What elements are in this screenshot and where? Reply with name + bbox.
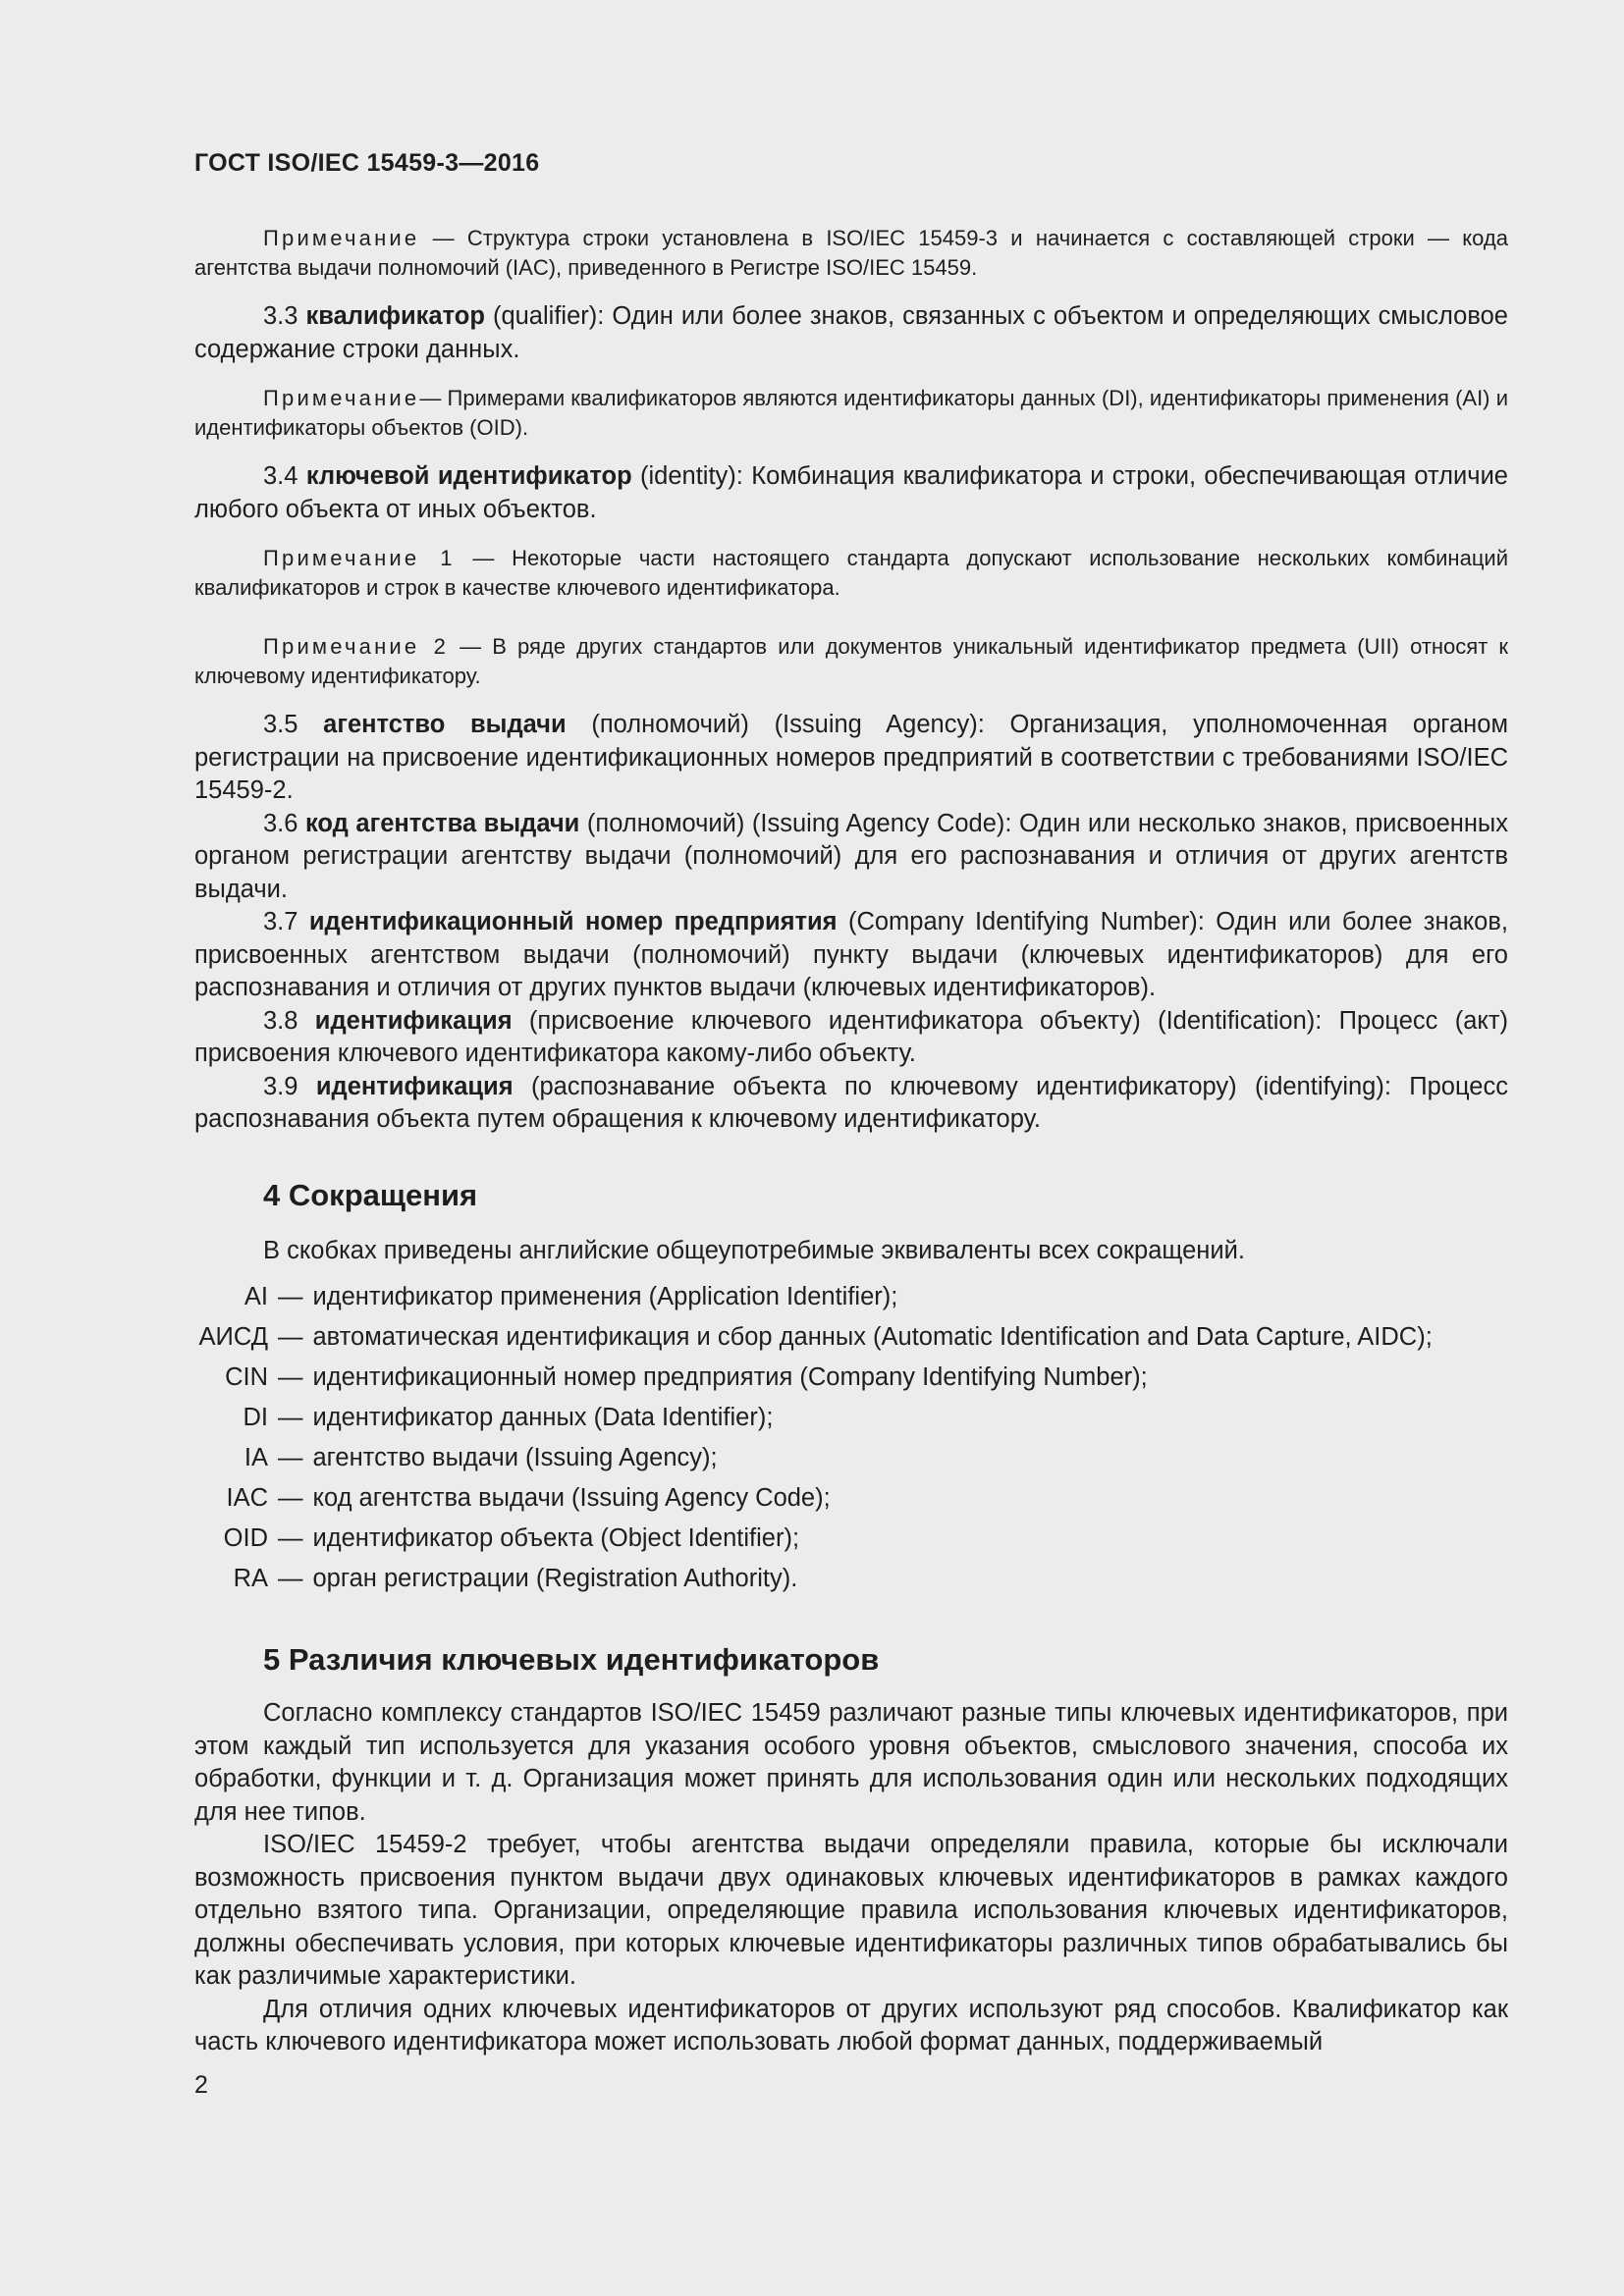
note-label: Примечание 1: [263, 546, 456, 570]
abbreviation-code: IA: [244, 1444, 268, 1471]
abbreviation-text: идентификатор применения (Application Identifier);: [312, 1283, 898, 1310]
section-5-paragraph-2: ISO/IEC 15459-2 требует, чтобы агентства выдачи определяли правила, которые бы исключали возможность присвоения пунктом выдачи двух одинаковых ключевых идентификаторов в рамках каждого отдельно взятого типа. Организации, определяющие правила использования ключевых идентификаторов, должны обеспечивать условия, при которых ключевые идентификаторы различных типов обрабатывались бы как различимые характеристики.: [194, 1831, 1508, 1990]
term-name: код агентства выдачи: [305, 809, 580, 837]
term-definition: (identity): Комбинация квалификатора и строки, обеспечивающая отличие любого объекта от иных объектов.: [194, 462, 1508, 523]
abbreviation-dash: —: [278, 1565, 303, 1592]
abbreviation-item: [194, 1519, 1508, 1559]
section-5-paragraph-1: Согласно комплексу стандартов ISO/IEC 15459 различают разные типы ключевых идентификаторов, при этом каждый тип используется для указания особого уровня объектов, смыслового значения, способа их обработки, функции и т. д. Организация может принять для использования один или нескольких подходящих для нее типов.: [194, 1699, 1508, 1826]
abbreviation-item: [194, 1277, 1508, 1317]
abbreviation-code: CIN: [225, 1363, 268, 1391]
abbreviation-text: идентификационный номер предприятия (Company Identifying Number);: [312, 1363, 1148, 1391]
term-3-9: [194, 1071, 1508, 1137]
abbreviation-item: [194, 1317, 1508, 1358]
term-name: квалификатор: [305, 302, 485, 330]
term-name: ключевой идентификатор: [305, 462, 632, 490]
term-3-5: [194, 709, 1508, 808]
term-name: идентификация: [315, 1072, 514, 1100]
term-number: 3.3: [263, 302, 306, 330]
abbreviation-code: IAC: [226, 1484, 268, 1512]
abbreviation-text: код агентства выдачи (Issuing Agency Code);: [312, 1484, 831, 1512]
term-definition: (Company Identifying Number): Один или более знаков, присвоенных агентством выдачи (полномочий) пункту выдачи (ключевых идентификаторов) для его распознавания и отличия от других пунктов выдачи (ключевых идентификаторов).: [194, 908, 1508, 1001]
term-number: 3.4: [263, 462, 306, 490]
note-text: — В ряде других стандартов или документов уникальный идентификатор предмета (UII) относят к ключевому идентификатору.: [194, 634, 1508, 688]
abbreviation-item: [194, 1438, 1508, 1478]
term-definition: (qualifier): Один или более знаков, связанных с объектом и определяющих смысловое содержание строки данных.: [194, 302, 1508, 363]
abbreviation-code: DI: [243, 1404, 268, 1431]
abbreviation-text: агентство выдачи (Issuing Agency);: [312, 1444, 718, 1471]
note-label: Примечание 2: [263, 634, 450, 659]
abbreviation-dash: —: [278, 1404, 303, 1431]
abbreviation-text: идентификатор данных (Data Identifier);: [312, 1404, 774, 1431]
term-name: идентификационный номер предприятия: [308, 908, 838, 935]
term-number: 3.8: [263, 1006, 315, 1035]
abbreviation-code: АИСД: [198, 1323, 268, 1351]
abbreviation-dash: —: [278, 1283, 303, 1310]
abbreviation-text: орган регистрации (Registration Authority).: [312, 1565, 798, 1592]
page-number: 2: [194, 2071, 208, 2099]
abbreviation-dash: —: [278, 1524, 303, 1552]
note-3-4-1: [194, 544, 1508, 603]
note-text: — Некоторые части настоящего стандарта допускают использование нескольких комбинаций квалификаторов и строк в качестве ключевого идентификатора.: [194, 546, 1508, 600]
abbreviation-code: OID: [223, 1524, 268, 1552]
abbreviation-text: идентификатор объекта (Object Identifier);: [312, 1524, 800, 1552]
abbreviation-dash: —: [278, 1444, 303, 1471]
term-definition: (распознавание объекта по ключевому идентификатору) (identifying): Процесс распознавания объекта путем обращения к ключевому идентификатору.: [194, 1072, 1508, 1133]
note-3-3: [194, 384, 1508, 443]
abbreviation-dash: —: [278, 1484, 303, 1512]
term-number: 3.5: [263, 711, 324, 738]
note-label: Примечание: [263, 226, 420, 250]
abbreviation-code: AI: [244, 1283, 268, 1310]
section-4-intro: В скобках приведены английские общеупотребимые эквиваленты всех сокращений.: [263, 1236, 1245, 1264]
term-number: 3.7: [263, 908, 309, 935]
term-3-4: [194, 460, 1508, 526]
abbreviation-list: [194, 1277, 1508, 1599]
term-number: 3.9: [263, 1072, 316, 1100]
abbreviation-item: [194, 1559, 1508, 1599]
note-3-4-2: [194, 632, 1508, 691]
section-5-heading: 5 Различия ключевых идентификаторов: [263, 1642, 880, 1677]
term-3-3: [194, 300, 1508, 366]
abbreviation-item: [194, 1358, 1508, 1398]
note-3-2: [194, 224, 1508, 283]
term-definition: (полномочий) (Issuing Agency Code): Один или несколько знаков, присвоенных органом регистрации агентству выдачи (полномочий) для его распознавания и отличия от других агентств выдачи.: [194, 809, 1508, 903]
term-3-6: [194, 808, 1508, 907]
section-4-heading: 4 Сокращения: [263, 1177, 478, 1212]
note-text: — Примерами квалификаторов являются идентификаторы данных (DI), идентификаторы применения (AI) и идентификаторы объектов (OID).: [194, 386, 1508, 440]
note-label: Примечание: [263, 386, 420, 410]
term-name: агентство выдачи: [323, 711, 567, 738]
document-body: [194, 224, 1508, 2059]
abbreviation-item: [194, 1398, 1508, 1438]
term-name: идентификация: [314, 1006, 513, 1035]
term-3-8: [194, 1005, 1508, 1071]
document-header: ГОСТ ISO/IEC 15459-3—2016: [194, 149, 540, 177]
section-5-paragraph-3: Для отличия одних ключевых идентификаторов от других используют ряд способов. Квалификатор как часть ключевого идентификатора может использовать любой формат данных, поддерживаемый: [194, 1995, 1508, 2056]
term-definition: (присвоение ключевого идентификатора объекту) (Identification): Процесс (акт) присвоения ключевого идентификатора какому-либо объекту.: [194, 1006, 1508, 1067]
note-text: — Структура строки установлена в ISO/IEC 15459-3 и начинается с составляющей строки — кода агентства выдачи полномочий (IAC), приведенного в Регистре ISO/IEC 15459.: [194, 226, 1508, 280]
term-3-7: [194, 906, 1508, 1005]
abbreviation-dash: —: [278, 1323, 303, 1351]
term-number: 3.6: [263, 809, 305, 837]
abbreviation-dash: —: [278, 1363, 303, 1391]
abbreviation-text: автоматическая идентификация и сбор данных (Automatic Identification and Data Capture, AIDC);: [312, 1323, 1433, 1351]
abbreviation-item: [194, 1478, 1508, 1519]
abbreviation-code: RA: [233, 1565, 268, 1592]
term-definition: (полномочий) (Issuing Agency): Организация, уполномоченная органом регистрации на присвоение идентификационных номеров предприятий в соответствии с требованиями ISO/IEC 15459-2.: [194, 711, 1508, 804]
